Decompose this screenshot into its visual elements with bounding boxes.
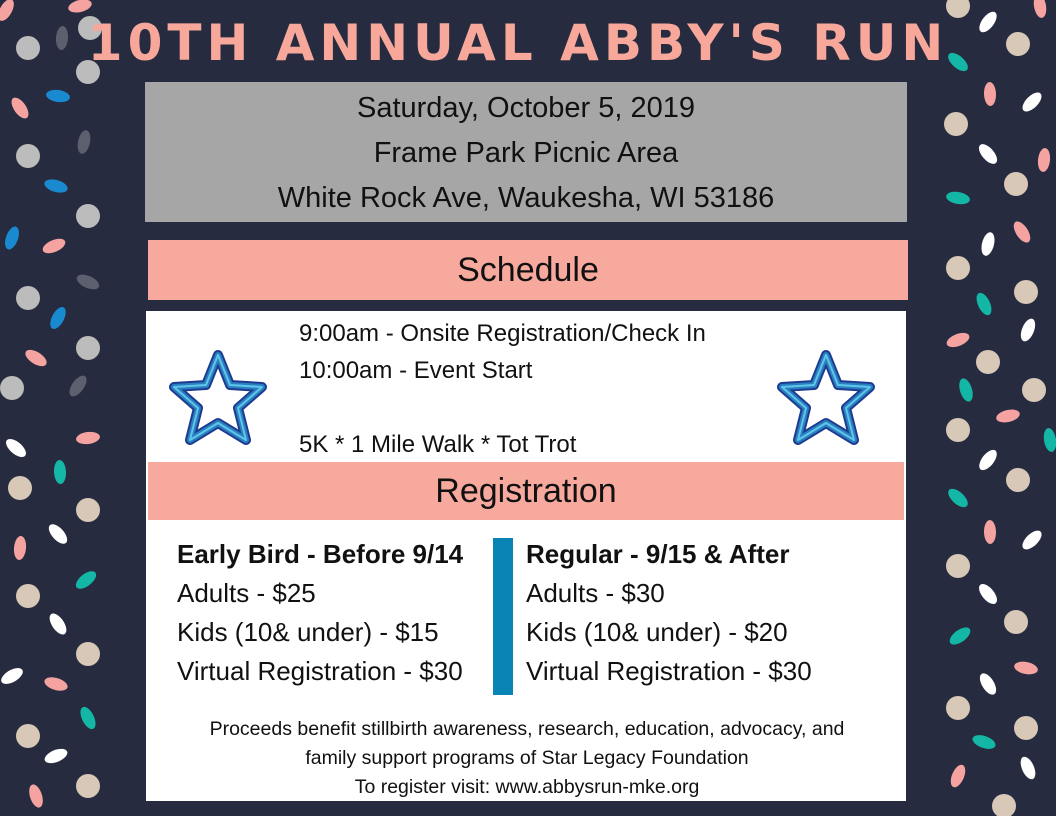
confetti-dot — [946, 554, 970, 578]
confetti-dot — [1014, 716, 1038, 740]
event-date: Saturday, October 5, 2019 — [356, 92, 695, 124]
confetti-dot — [43, 177, 69, 195]
early-bird-price: Kids (10& under) - $15 — [177, 617, 439, 647]
confetti-dot — [957, 377, 975, 403]
confetti-dot — [8, 476, 32, 500]
confetti-dot — [1013, 660, 1039, 676]
confetti-dot — [75, 272, 102, 293]
star-legacy-logo-icon — [168, 349, 268, 449]
confetti-dot — [27, 783, 46, 810]
confetti-dot — [75, 431, 100, 446]
confetti-dot — [1004, 610, 1028, 634]
confetti-dot — [43, 675, 69, 693]
confetti-dot — [1042, 427, 1056, 453]
early-bird-price: Virtual Registration - $30 — [177, 656, 463, 686]
confetti-dot — [976, 447, 1000, 473]
confetti-dot — [984, 520, 996, 544]
confetti-dot — [1022, 378, 1046, 402]
confetti-dot — [2, 225, 21, 252]
confetti-dot — [76, 498, 100, 522]
confetti-dot — [1019, 527, 1045, 552]
regular-price: Kids (10& under) - $20 — [526, 617, 788, 647]
regular-price: Virtual Registration - $30 — [526, 656, 812, 686]
event-place: Frame Park Picnic Area — [373, 137, 679, 169]
confetti-dot — [46, 611, 69, 638]
confetti-dot — [976, 350, 1000, 374]
confetti-dot — [46, 521, 71, 547]
confetti-dot — [1018, 755, 1039, 782]
column-divider — [493, 538, 513, 695]
confetti-dot — [948, 763, 968, 790]
schedule-item: 9:00am - Onsite Registration/Check In — [299, 320, 706, 347]
confetti-dot — [53, 460, 66, 485]
footer-text: Proceeds benefit stillbirth awareness, research, education, advocacy, and — [209, 718, 845, 740]
confetti-dot — [995, 407, 1021, 424]
event-title: 10TH ANNUAL ABBY'S RUN — [87, 14, 949, 72]
confetti-dot — [23, 347, 50, 370]
confetti-dot — [3, 436, 29, 461]
confetti-dot — [76, 204, 100, 228]
regular-heading: Regular - 9/15 & After — [526, 539, 790, 569]
footer-text: family support programs of Star Legacy Foundation — [305, 747, 749, 769]
confetti-dot — [47, 305, 69, 332]
confetti-dot — [944, 112, 968, 136]
confetti-dot — [945, 486, 971, 511]
confetti-dot — [971, 732, 998, 751]
confetti-dot — [1006, 468, 1030, 492]
regular-price: Adults - $30 — [526, 578, 665, 608]
star-legacy-logo-icon — [776, 349, 876, 449]
confetti-dot — [73, 568, 99, 592]
schedule-item: 10:00am - Event Start — [299, 357, 533, 384]
confetti-dot — [16, 584, 40, 608]
confetti-dot — [66, 373, 90, 399]
confetti-dot — [16, 286, 40, 310]
confetti-dot — [76, 336, 100, 360]
confetti-dot — [76, 129, 93, 155]
schedule-banner: Schedule — [148, 240, 908, 300]
confetti-dot — [946, 418, 970, 442]
confetti-dot — [984, 82, 997, 106]
confetti-dot — [0, 665, 25, 687]
confetti-dot — [1004, 172, 1028, 196]
event-address: White Rock Ave, Waukesha, WI 53186 — [277, 182, 775, 214]
confetti-dot — [77, 705, 98, 732]
confetti-dot — [947, 624, 973, 648]
confetti-dot — [16, 724, 40, 748]
confetti-dot — [41, 236, 68, 256]
confetti-dot — [992, 794, 1016, 816]
confetti-dot — [976, 141, 1001, 167]
confetti-dot — [945, 190, 971, 206]
confetti-dot — [979, 231, 996, 257]
registration-link[interactable]: To register visit: www.abbysrun-mke.org — [354, 776, 700, 798]
confetti-dot — [67, 0, 93, 15]
confetti-dot — [977, 671, 1000, 698]
confetti-dot — [976, 581, 1001, 607]
confetti-dot — [13, 536, 27, 561]
early-bird-price: Adults - $25 — [177, 578, 316, 608]
confetti-dot — [973, 291, 994, 318]
confetti-dot — [1019, 89, 1044, 114]
confetti-dot — [43, 746, 70, 766]
event-info-box — [145, 82, 907, 222]
confetti-dot — [76, 642, 100, 666]
confetti-dot — [76, 774, 100, 798]
confetti-dot — [8, 95, 32, 122]
confetti-dot — [946, 696, 970, 720]
confetti-dot — [1037, 147, 1051, 172]
confetti-dot — [946, 256, 970, 280]
confetti-dot — [945, 330, 972, 350]
confetti-dot — [45, 88, 70, 103]
early-bird-heading: Early Bird - Before 9/14 — [177, 539, 464, 569]
confetti-dot — [16, 144, 40, 168]
confetti-dot — [0, 376, 24, 400]
confetti-dot — [1018, 317, 1038, 344]
confetti-dot — [1010, 219, 1033, 246]
schedule-item: 5K * 1 Mile Walk * Tot Trot — [299, 431, 577, 458]
confetti-dot — [1014, 280, 1038, 304]
registration-banner: Registration — [148, 462, 904, 520]
